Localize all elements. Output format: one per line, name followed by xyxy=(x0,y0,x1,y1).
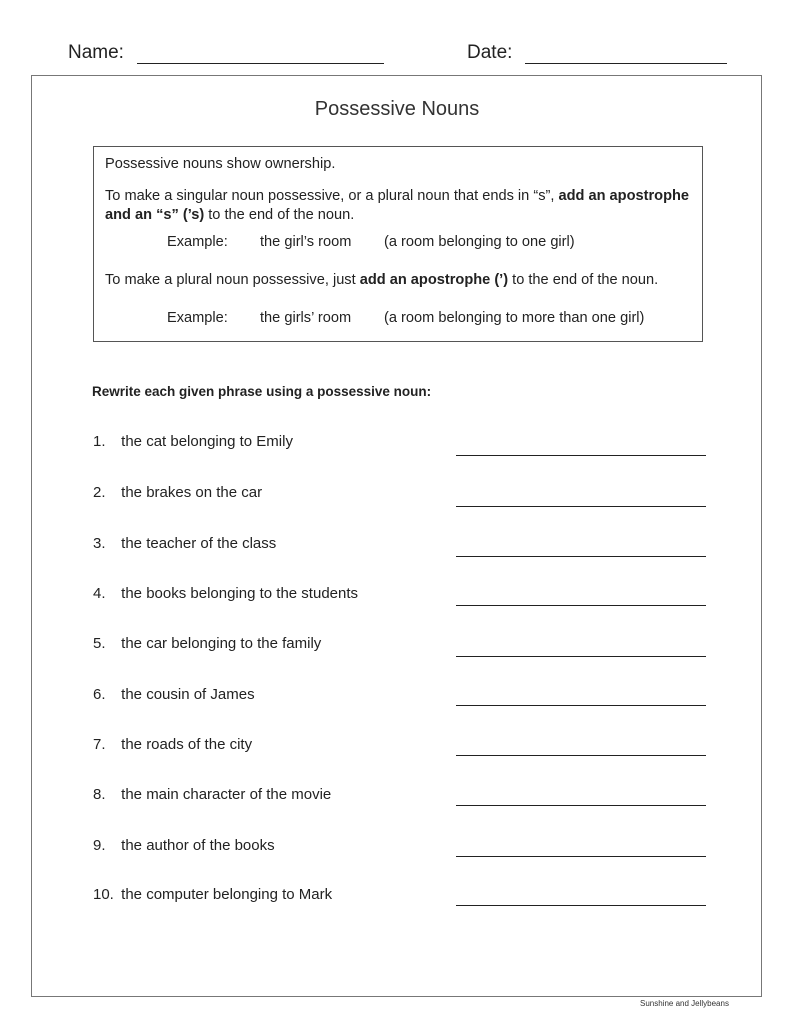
question-number: 7. xyxy=(93,736,106,753)
question-number: 3. xyxy=(93,535,106,552)
answer-line[interactable] xyxy=(456,455,706,456)
date-label: Date: xyxy=(467,42,513,63)
question-text: the cat belonging to Emily xyxy=(121,433,293,450)
question-text: the car belonging to the family xyxy=(121,635,322,652)
example-label-1: Example: xyxy=(167,234,228,250)
question-item xyxy=(93,886,332,903)
rules-box xyxy=(93,146,703,342)
example-meaning-2: (a room belonging to more than one girl) xyxy=(384,310,645,326)
question-text: the books belonging to the students xyxy=(121,585,359,602)
question-item xyxy=(93,535,276,552)
question-text: the roads of the city xyxy=(121,736,253,753)
instructions: Rewrite each given phrase using a possessive noun: xyxy=(92,384,432,399)
example-meaning-1: (a room belonging to one girl) xyxy=(384,234,575,250)
question-text: the teacher of the class xyxy=(121,535,277,552)
rule-singular xyxy=(105,187,695,225)
question-number: 8. xyxy=(93,786,106,803)
question-text: the cousin of James xyxy=(121,686,255,703)
question-item xyxy=(93,635,321,652)
question-number: 9. xyxy=(93,837,106,854)
answer-line[interactable] xyxy=(456,605,706,606)
answer-line[interactable] xyxy=(456,905,706,906)
answer-line[interactable] xyxy=(456,755,706,756)
question-item xyxy=(93,585,358,602)
question-number: 1. xyxy=(93,433,106,450)
answer-line[interactable] xyxy=(456,705,706,706)
question-number: 5. xyxy=(93,635,106,652)
question-text: the computer belonging to Mark xyxy=(121,886,333,903)
rules-intro: Possessive nouns show ownership. xyxy=(105,156,336,172)
answer-line[interactable] xyxy=(456,656,706,657)
question-item xyxy=(93,786,331,803)
answer-line[interactable] xyxy=(456,506,706,507)
rule-plural-end: to the end of the noun. xyxy=(508,272,659,288)
example-label-2: Example: xyxy=(167,310,228,326)
question-item xyxy=(93,433,293,450)
name-field-line[interactable] xyxy=(137,63,384,64)
answer-line[interactable] xyxy=(456,805,706,806)
question-number: 2. xyxy=(93,484,106,501)
rule-plural-text: To make a plural noun possessive, just xyxy=(105,272,360,288)
question-number: 10. xyxy=(93,886,114,903)
footer-credit: Sunshine and Jellybeans xyxy=(640,999,729,1008)
rule-singular-text: To make a singular noun possessive, or a plural noun that ends in “s”, xyxy=(105,188,559,204)
rule-plural xyxy=(105,271,697,290)
question-item xyxy=(93,686,255,703)
example-phrase-1: the girl’s room xyxy=(260,234,352,250)
rule-singular-end: to the end of the noun. xyxy=(204,207,355,223)
question-text: the brakes on the car xyxy=(121,484,263,501)
rule-plural-emphasis: add an apostrophe (’) xyxy=(359,272,509,288)
question-number: 6. xyxy=(93,686,106,703)
question-text: the author of the books xyxy=(121,837,275,854)
question-item xyxy=(93,837,275,854)
question-item xyxy=(93,484,262,501)
question-item xyxy=(93,736,252,753)
question-text: the main character of the movie xyxy=(121,786,332,803)
question-number: 4. xyxy=(93,585,106,602)
name-label: Name: xyxy=(68,42,124,63)
page-title: Possessive Nouns xyxy=(314,98,480,120)
answer-line[interactable] xyxy=(456,856,706,857)
date-field-line[interactable] xyxy=(525,63,727,64)
answer-line[interactable] xyxy=(456,556,706,557)
example-phrase-2: the girls’ room xyxy=(260,310,352,326)
rule-singular-emphasis: add an apostrophe and an “s” (’s) xyxy=(105,188,690,223)
